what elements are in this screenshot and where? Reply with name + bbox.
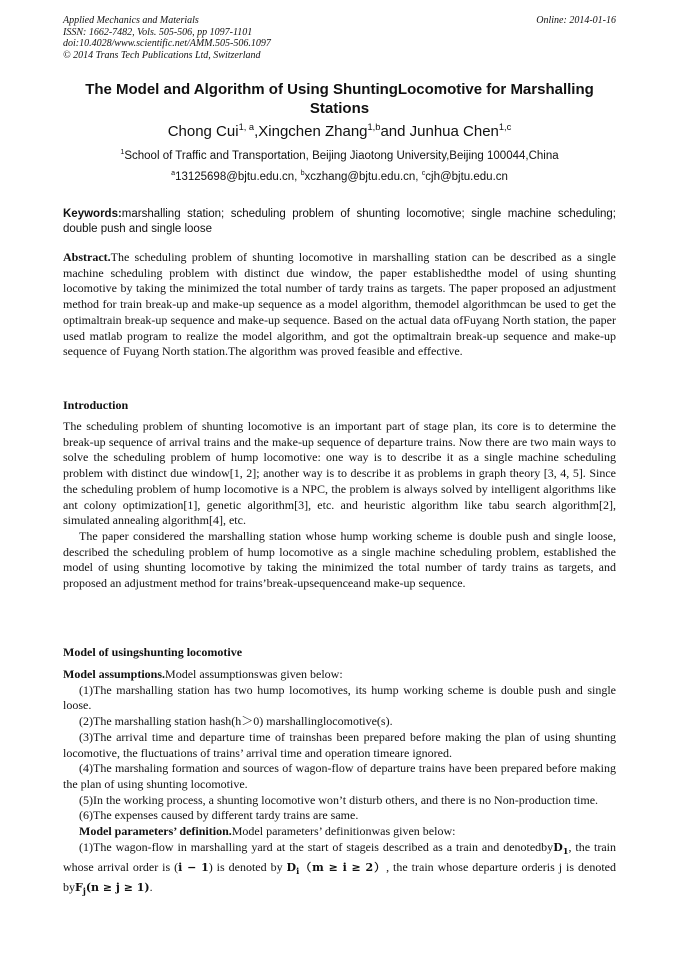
math-var: D	[553, 840, 563, 854]
issn-line: ISSN: 1662-7482, Vols. 505-506, pp 1097-1101	[63, 26, 253, 38]
parameter-item	[63, 840, 616, 900]
journal-name: Applied Mechanics and Materials	[63, 15, 199, 26]
paper-title: The Model and Algorithm of Using ShuntingLocomotive for Marshalling Stations	[85, 81, 594, 117]
section-heading-introduction: Introduction	[63, 398, 129, 412]
online-date: Online: 2014-01-16	[536, 15, 616, 26]
introduction-body	[63, 419, 616, 592]
email: 13125698@bjtu.edu.cn,	[175, 171, 301, 183]
math-subscript: 1	[562, 845, 569, 856]
text-run: , the train whose arrival order is (	[63, 839, 617, 874]
keywords-text: marshalling station; scheduling problem of shunting locomotive; single machine scheduling; double push and single loose	[63, 208, 616, 235]
running-header	[63, 15, 616, 61]
math-symbol	[553, 841, 568, 854]
author-name: and Junhua Chen	[380, 123, 499, 140]
section-heading-model: Model of usingshunting locomotive	[63, 645, 243, 659]
paragraph	[63, 667, 616, 683]
model-body	[63, 667, 616, 899]
assumption-item: (5)In the working process, a shunting locomotive won’t disturb others, and there is no Non-production time.	[79, 792, 599, 807]
math-subscript: i	[296, 865, 300, 876]
text-run: , the train whose departure orderis j is denoted by	[63, 859, 616, 894]
math-symbol	[287, 861, 300, 874]
math-symbol	[75, 881, 86, 894]
affil-mark: 1	[120, 148, 125, 157]
math-expression: i − 1	[178, 860, 209, 874]
email-mark: c	[421, 169, 426, 178]
abstract	[63, 250, 616, 360]
assumptions-intro: Model assumptionswas given below:	[165, 667, 343, 681]
text-run: ) is denoted by	[208, 859, 287, 874]
email-mark: a	[171, 169, 176, 178]
copyright-line: © 2014 Trans Tech Publications Ltd, Switzerland	[63, 49, 261, 61]
math-expression: (n ≥ j ≥ 1)	[85, 880, 150, 894]
paragraph: The scheduling problem of shunting locomotive is an important part of stage plan, its core is to determine the break-up sequence of arrival trains and the make-up sequence of departure trains. Now there are two main ways to solve the scheduling problem of hump locomotive: one way is to describe it as a single machine scheduling problem with distinct due window[1, 2]; another way is to describe it as problems in graph theory [3, 4, 5]. Since the scheduling problem of hump locomotive is a NPC, the problem is always solved by intelligent algorithms like ant colony optimization[1], genetic algorithm[3], etc. and heuristic algorithm like tabu search algorithm[2], simulated annealing algorithm[4], etc.	[63, 419, 616, 528]
author-affil-mark: 1,b	[367, 122, 381, 132]
subheading-parameters: Model parameters’ definition.	[79, 824, 232, 839]
abstract-text: The scheduling problem of shunting locomotive in marshalling station can be described as a single machine scheduling problem with distinct due window, the paper establishedthe model of using shunting locomotive by taking the minimized the total number of tardy trains as targets. The paper proposed an adjustment method for train break-up and make-up sequence as a model algorithm, themodel algorithmcan be used to get the optimaltrain break-up sequence and make-up sequence. Based on the actual data ofFuyang North station, the paper used matlab program to realize the model algorithm, and got the optimaltrain break-up sequence and make-up sequence of Fuyang North station.The algorithm was proved feasible and effective.	[63, 250, 616, 359]
text-run: (1)The wagon-flow in marshalling yard at the start of stageis described as a train and denotedby	[79, 839, 554, 854]
parameters-intro: Model parameters’ definitionwas given below:	[231, 824, 456, 839]
author-name: ,Xingchen Zhang	[254, 123, 368, 140]
text-run: .	[149, 879, 153, 894]
author-list	[63, 123, 616, 141]
assumption-item: (2)The marshalling station hash(h＞0) marshallinglocomotive(s).	[79, 714, 393, 729]
email: xczhang@bjtu.edu.cn,	[304, 171, 422, 183]
author-affil-mark: 1,c	[498, 122, 512, 132]
email-list	[63, 170, 616, 184]
affiliation	[63, 149, 616, 163]
doi-line: doi:10.4028/www.scientific.net/AMM.505-506.1097	[63, 38, 271, 49]
subheading-assumptions: Model assumptions.	[63, 667, 166, 681]
math-var: F	[75, 880, 83, 894]
affil-text: School of Traffic and Transportation, Beijing Jiaotong University,Beijing 100044,China	[124, 150, 559, 162]
assumption-item: (3)The arrival time and departure time of trainshas been prepared before making the plan of using shunting locomotive, the fluctuations of trains’ arrival time and operation timeare ignored.	[63, 729, 616, 760]
assumption-item: (1)The marshalling station has two hump locomotives, its hump working scheme is double push and single loose.	[63, 682, 616, 713]
author-affil-mark: 1, a	[238, 122, 255, 132]
abstract-label: Abstract.	[63, 250, 111, 264]
math-subscript: j	[82, 885, 86, 896]
email-mark: b	[300, 169, 305, 178]
author-name: Chong Cui	[167, 123, 239, 140]
email: cjh@bjtu.edu.cn	[425, 171, 508, 183]
keywords	[63, 207, 616, 237]
math-var: D	[286, 860, 297, 874]
math-expression: （m ≥ i ≥ 2）	[299, 860, 387, 874]
assumption-item: (4)The marshaling formation and sources of wagon-flow of departure trains have been prepared before making the plan of using shunting locomotive.	[63, 761, 616, 791]
paragraph: The paper considered the marshalling station whose hump working scheme is double push and single loose, described the scheduling problem of hump locomotive as a single machine scheduling problem, established the model of using shunting locomotive by taking the minimized the total number of tardy trains as targets, and proposed an adjustment method for trains’break-upsequenceand make-up sequence.	[63, 528, 616, 591]
paragraph	[63, 824, 616, 840]
assumption-item: (6)The expenses caused by different tardy trains are same.	[79, 808, 359, 823]
keywords-label: Keywords:	[63, 208, 122, 220]
